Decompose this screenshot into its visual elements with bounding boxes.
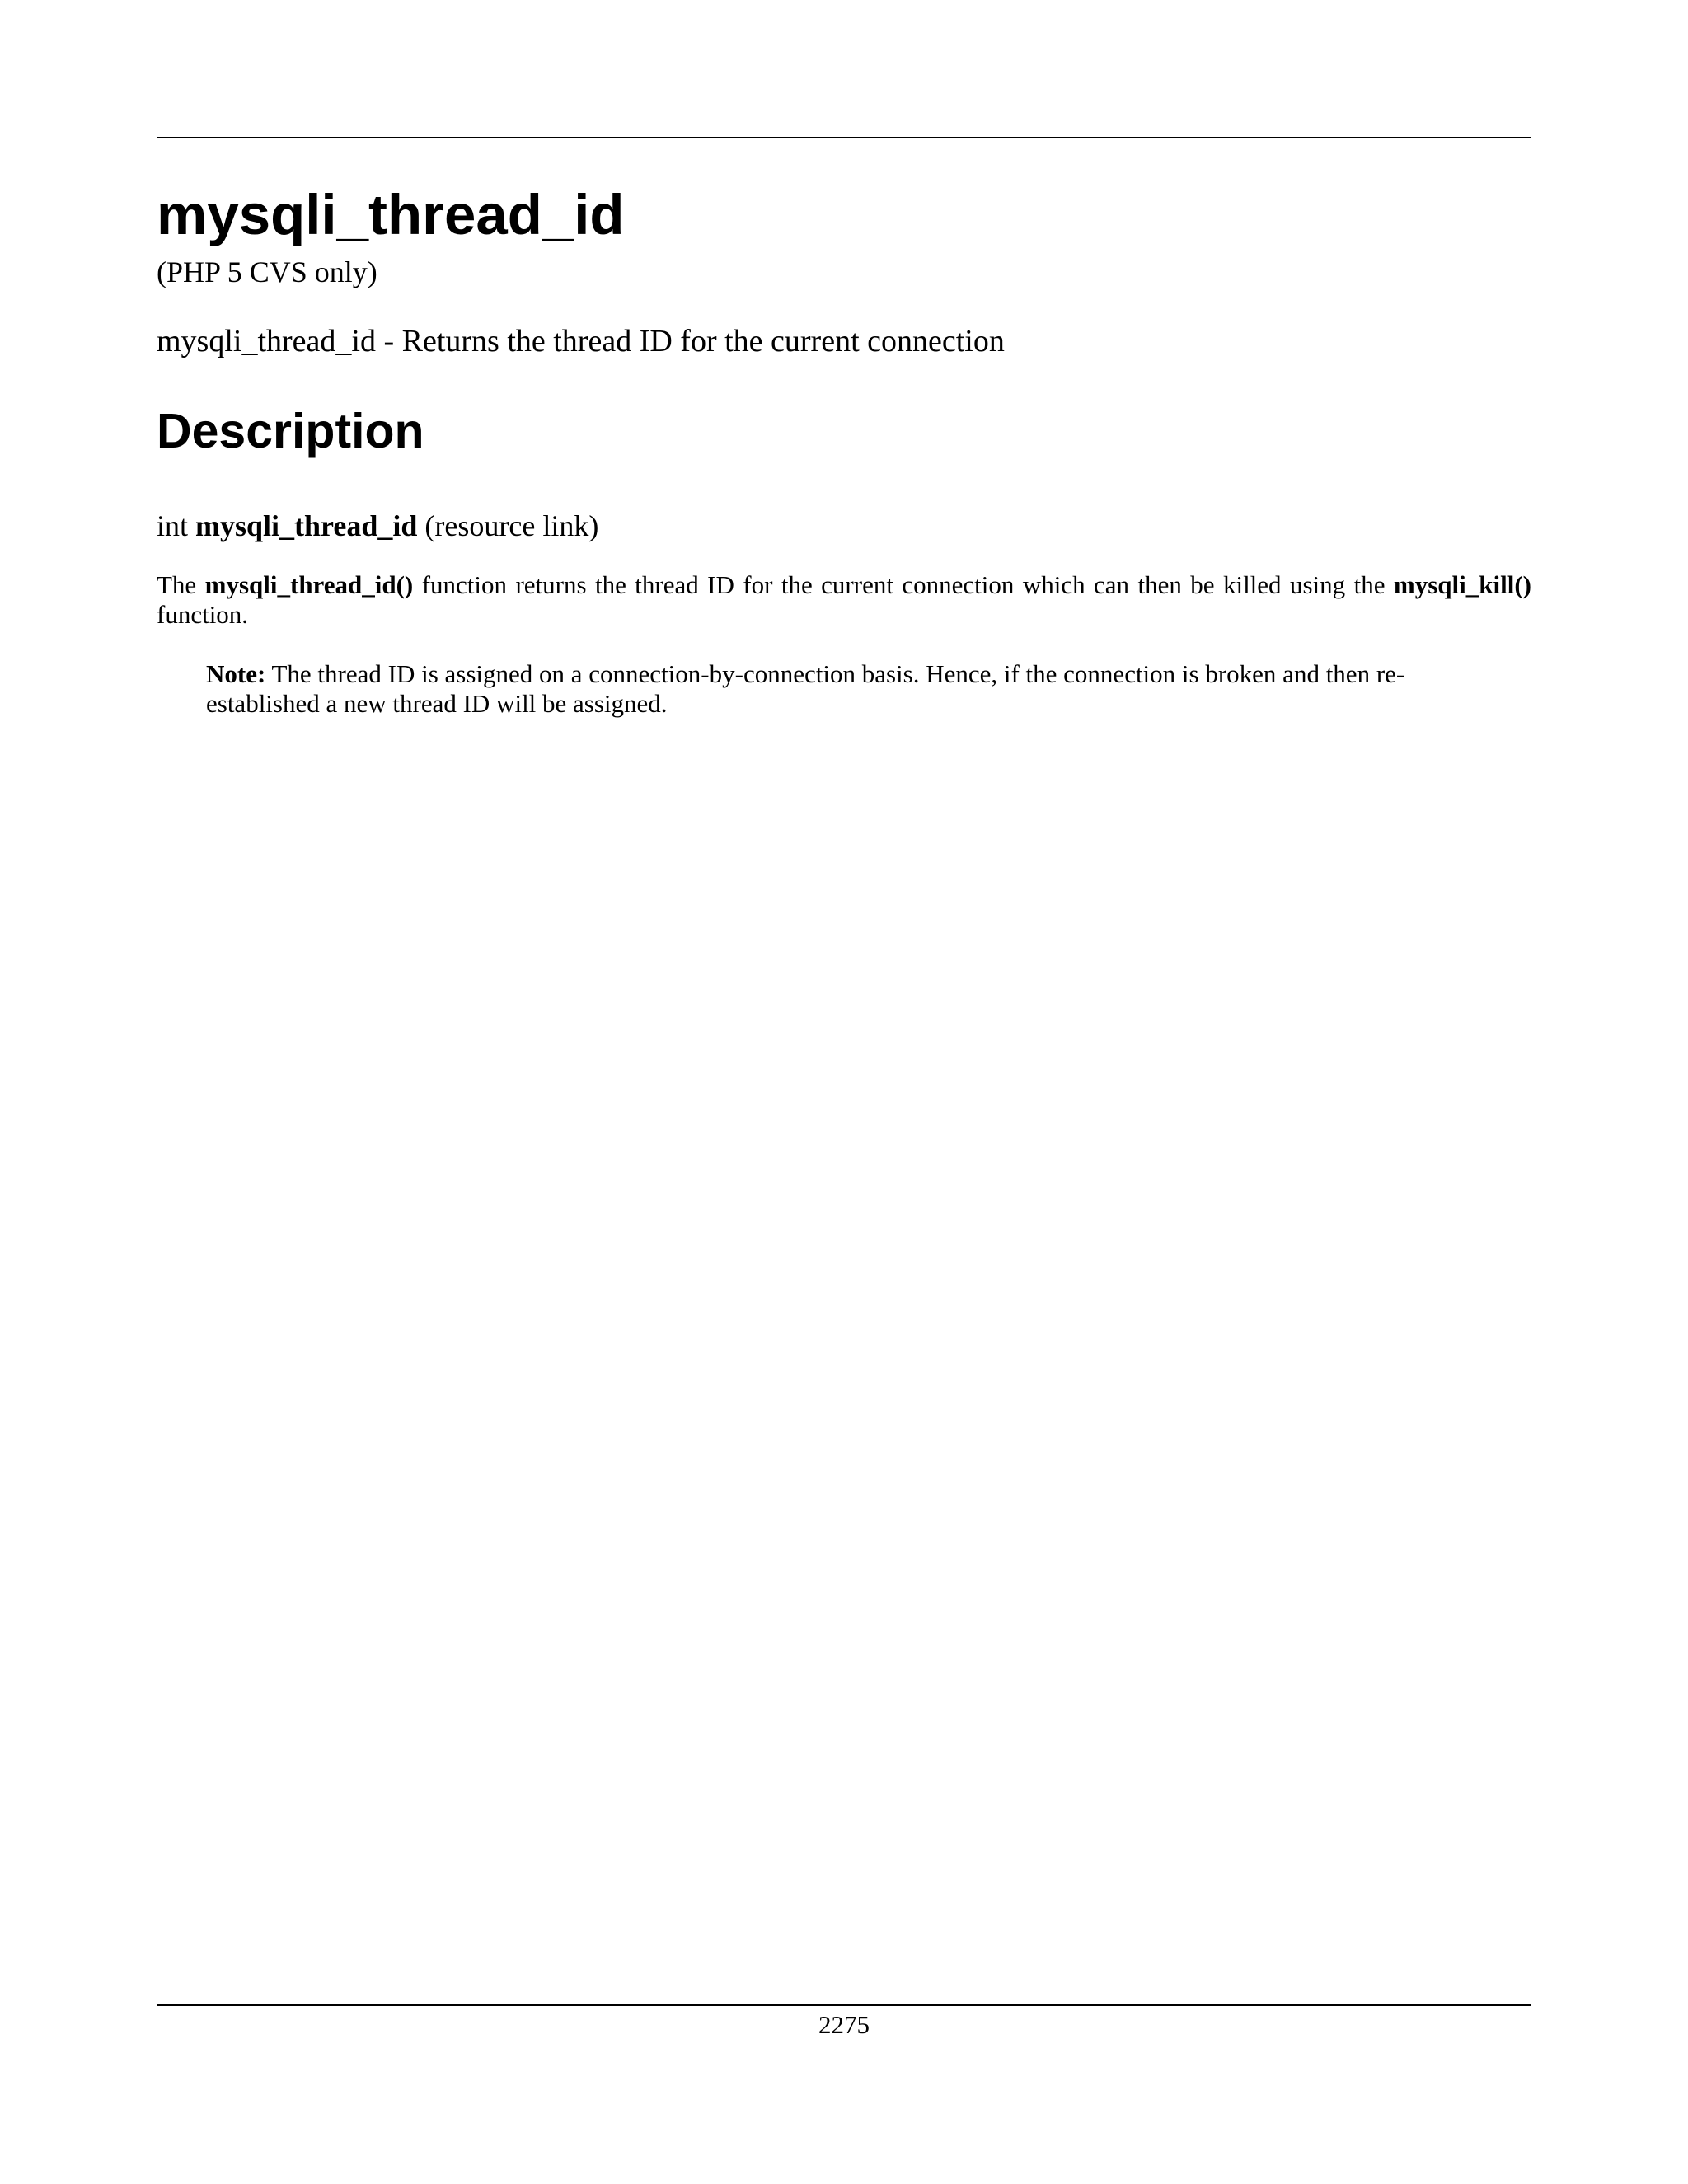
header-rule xyxy=(157,137,1531,138)
description-paragraph xyxy=(157,570,1531,630)
function-reference: mysqli_kill() xyxy=(1393,570,1531,599)
function-reference: mysqli_thread_id() xyxy=(204,570,414,599)
function-synopsis xyxy=(157,509,598,544)
paragraph-text: The xyxy=(157,570,205,599)
note-text: The thread ID is assigned on a connection-by-connection basis. Hence, if the connection is broken and then re-established a new thread ID will be assigned. xyxy=(206,659,1405,718)
version-info: (PHP 5 CVS only) xyxy=(157,255,377,288)
synopsis-params: (resource link) xyxy=(424,509,599,542)
function-purpose: mysqli_thread_id - Returns the thread ID for the current connection xyxy=(157,324,1005,359)
paragraph-text: function. xyxy=(157,600,249,629)
footer-rule xyxy=(157,2004,1531,2006)
synopsis-function-name: mysqli_thread_id xyxy=(195,509,418,542)
page-title: mysqli_thread_id xyxy=(157,183,625,246)
page-number: 2275 xyxy=(818,2010,870,2039)
description-heading: Description xyxy=(157,404,424,458)
paragraph-text: function returns the thread ID for the current connection which can then be killed using the xyxy=(413,570,1394,599)
synopsis-return-type: int xyxy=(157,509,189,542)
note-label: Note: xyxy=(206,659,266,688)
note-block xyxy=(206,659,1492,719)
